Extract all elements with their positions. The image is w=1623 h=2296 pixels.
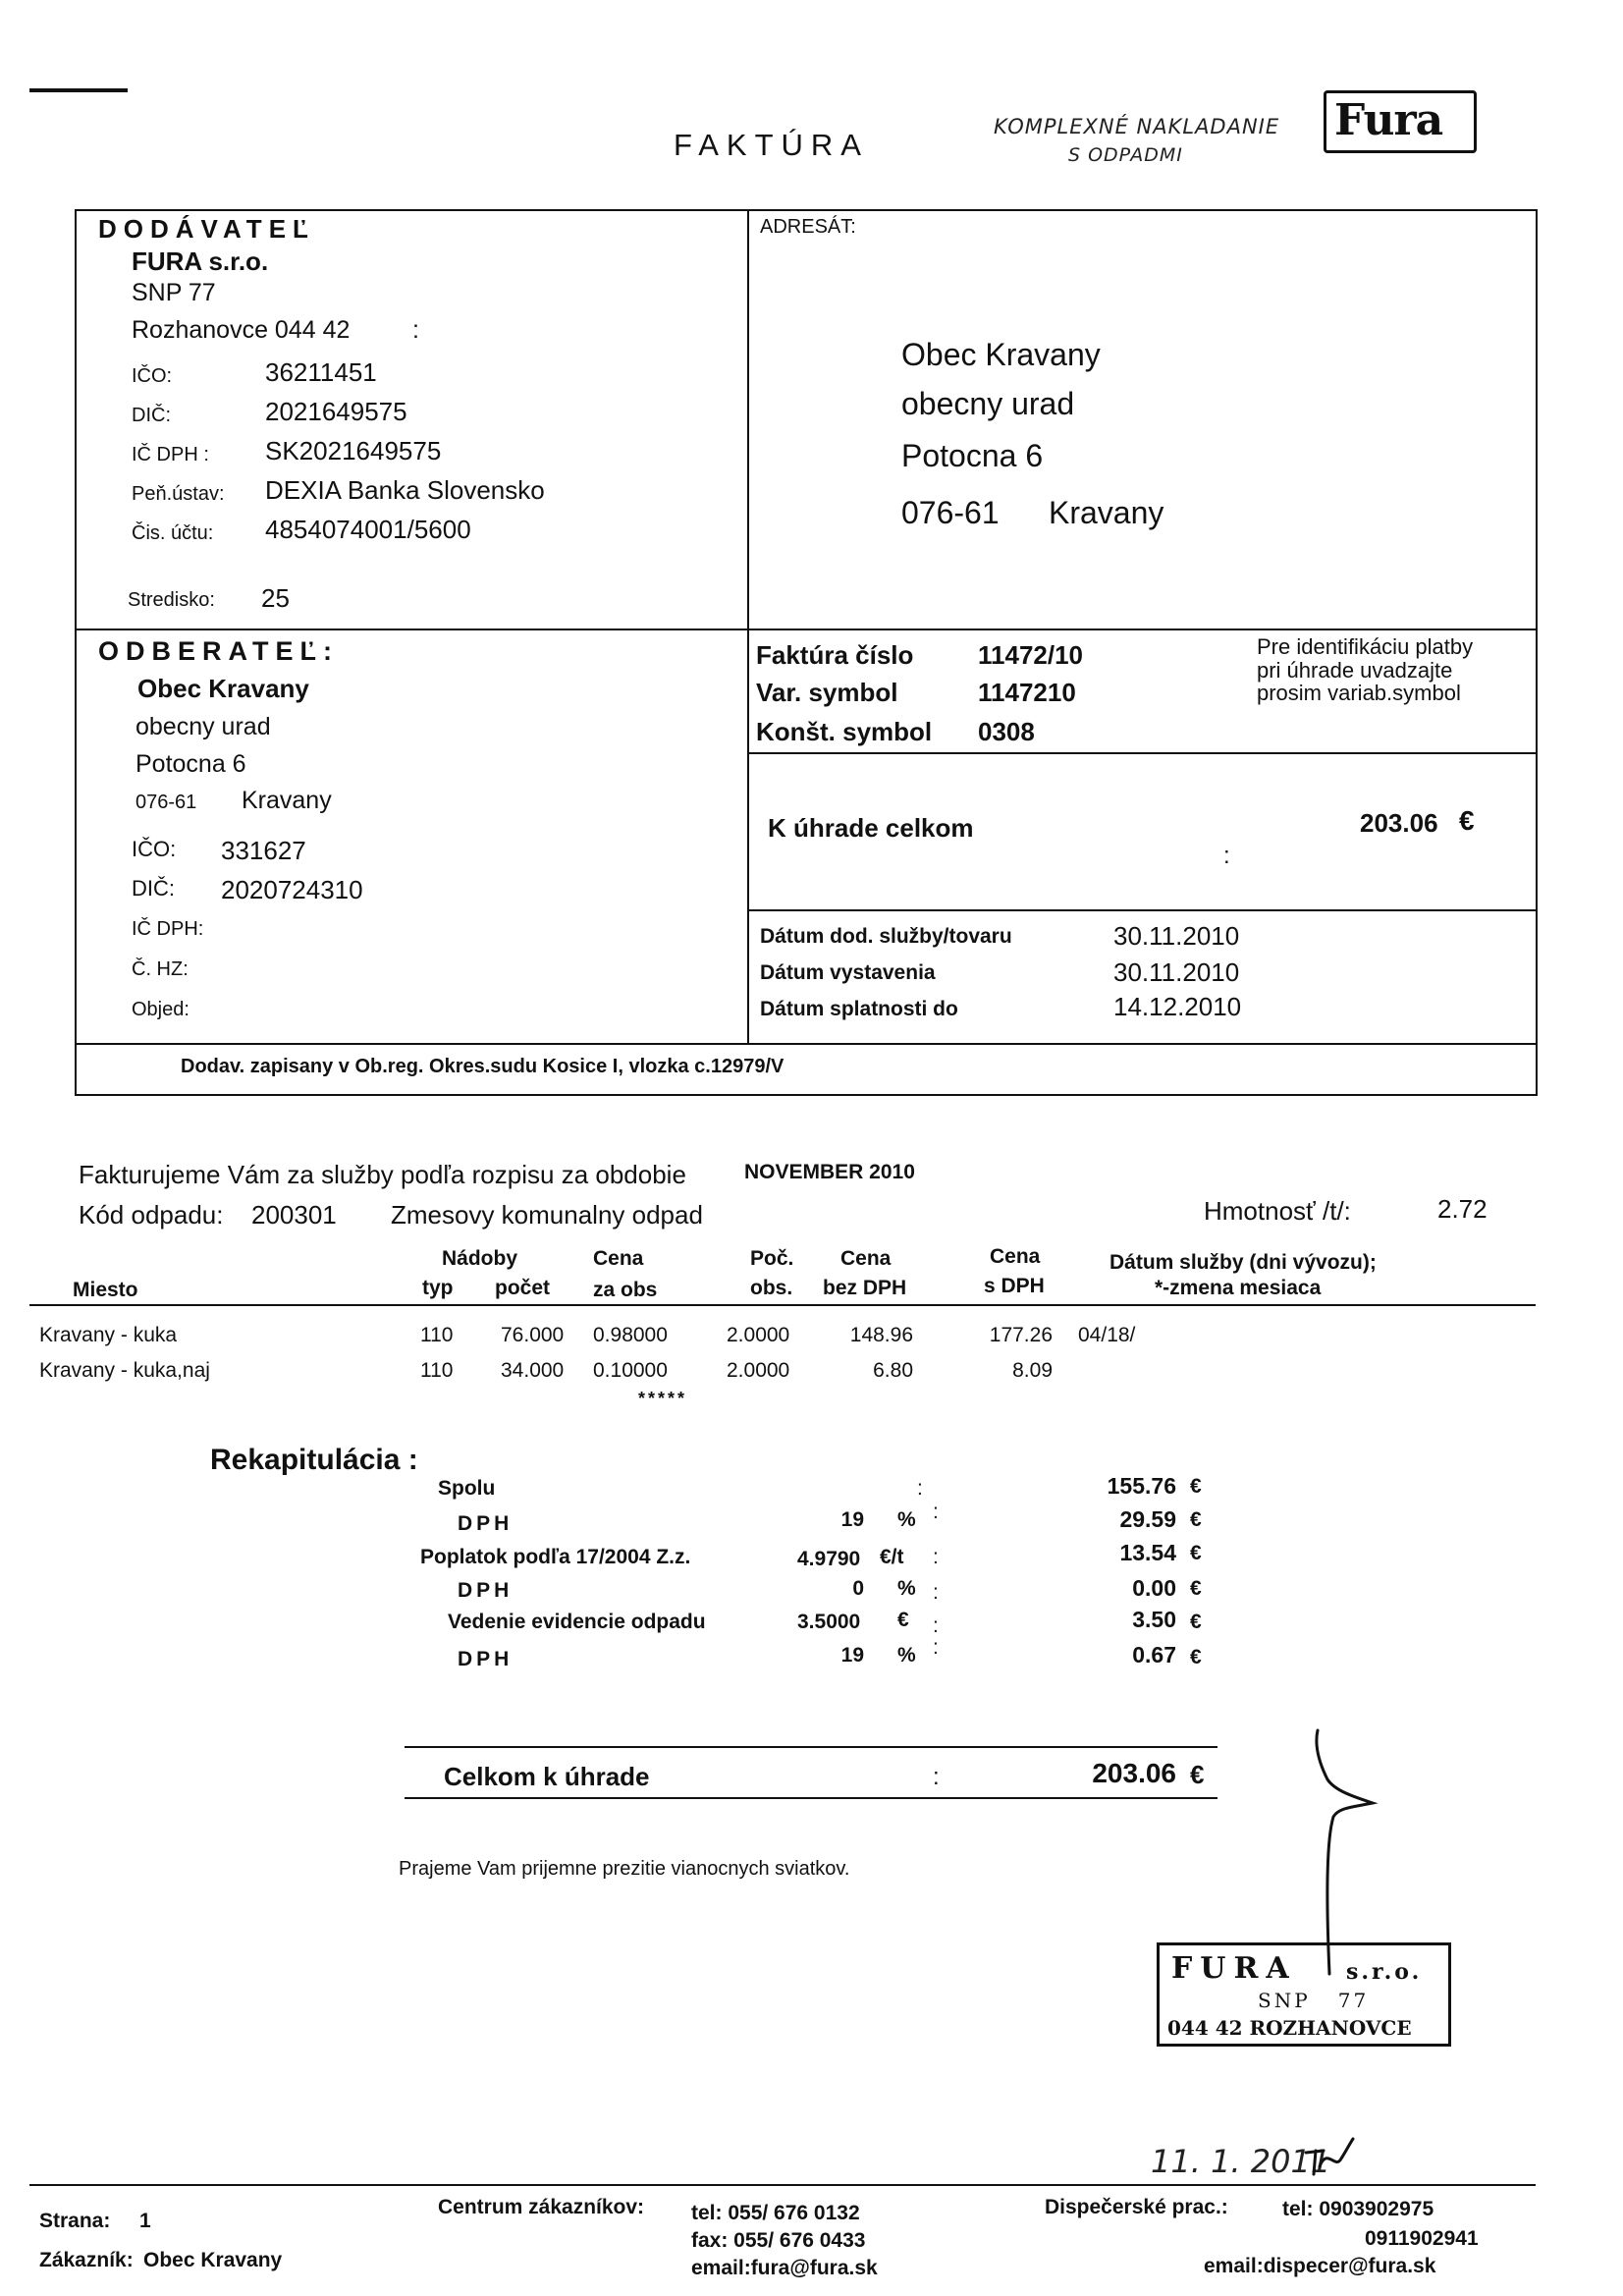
row-place: Kravany - kuka,naj bbox=[39, 1359, 210, 1382]
recap-colon: : bbox=[933, 1546, 939, 1568]
supplier-city: Rozhanovce 044 42 bbox=[132, 316, 351, 344]
supplier-dic-label: DIČ: bbox=[132, 405, 171, 426]
date-issue-label: Dátum vystavenia bbox=[760, 961, 936, 984]
recap-dph2: 0.00 bbox=[1132, 1575, 1176, 1601]
customer-city: Kravany bbox=[242, 787, 332, 814]
customer-icdph-label: IČ DPH: bbox=[132, 918, 204, 940]
customer-order-label: Objed: bbox=[132, 999, 189, 1020]
table-end-stars: ***** bbox=[638, 1389, 688, 1408]
recap-evid-unit: € bbox=[897, 1609, 909, 1631]
vertical-divider bbox=[747, 209, 749, 1044]
row-place: Kravany - kuka bbox=[39, 1324, 178, 1346]
total-bottom-rule bbox=[405, 1797, 1217, 1799]
recap-colon: : bbox=[933, 1636, 939, 1659]
customer-line2: obecny urad bbox=[135, 713, 271, 740]
invoice-number: 11472/10 bbox=[978, 640, 1084, 670]
row-count: 34.000 bbox=[501, 1359, 565, 1382]
customer-dic: 2020724310 bbox=[221, 875, 363, 904]
col-net-1: Cena bbox=[840, 1247, 892, 1270]
col-count: počet bbox=[495, 1277, 551, 1299]
date-due: 14.12.2010 bbox=[1113, 992, 1242, 1021]
waste-code: 200301 bbox=[251, 1200, 337, 1230]
row-net: 6.80 bbox=[873, 1359, 913, 1382]
registry-note: Dodav. zapisany v Ob.reg. Okres.sudu Kosice I, vlozka c.12979/V bbox=[181, 1056, 784, 1077]
footer-page-label: Strana: bbox=[39, 2210, 111, 2232]
row-date: 04/18/ bbox=[1078, 1324, 1136, 1346]
recap-dph3-label: DPH bbox=[458, 1648, 514, 1670]
supplier-icdph-label: IČ DPH : bbox=[132, 444, 209, 465]
customer-ico: 331627 bbox=[221, 836, 306, 865]
recap-euro: € bbox=[1190, 1577, 1202, 1600]
footer-customer-label: Zákazník: bbox=[39, 2249, 134, 2271]
date-service: 30.11.2010 bbox=[1113, 921, 1240, 951]
col-place: Miesto bbox=[73, 1279, 138, 1301]
supplier-center: 25 bbox=[261, 583, 290, 613]
addressee-divider bbox=[748, 629, 1538, 630]
row-count: 76.000 bbox=[501, 1324, 565, 1346]
customer-heading: ODBERATEĽ: bbox=[98, 636, 339, 666]
invoice-number-label: Faktúra číslo bbox=[756, 640, 914, 670]
amount-due-currency: € bbox=[1459, 805, 1475, 836]
recap-colon: : bbox=[917, 1477, 923, 1500]
supplier-name: FURA s.r.o. bbox=[132, 246, 269, 276]
payment-note-line2: pri úhrade uvadzajte bbox=[1257, 658, 1453, 683]
col-type: typ bbox=[422, 1277, 454, 1299]
addressee-zip: 076-61 bbox=[901, 495, 1000, 530]
row-obs: 2.0000 bbox=[727, 1359, 790, 1382]
customer-dic-label: DIČ: bbox=[132, 876, 175, 901]
table-header-rule bbox=[29, 1304, 1536, 1306]
col-date-1: Dátum služby (dni vývozu); bbox=[1109, 1251, 1377, 1274]
recap-percent: % bbox=[897, 1577, 916, 1600]
addressee-city: Kravany bbox=[1049, 495, 1164, 530]
waste-code-label: Kód odpadu: bbox=[79, 1200, 224, 1230]
registry-divider bbox=[75, 1043, 1538, 1045]
stamp-line3: 044 42 ROZHANOVCE bbox=[1167, 2016, 1412, 2040]
recap-dph3: 0.67 bbox=[1132, 1642, 1176, 1667]
amount-due: 203.06 bbox=[1360, 808, 1438, 838]
payment-note-line3: prosim variab.symbol bbox=[1257, 681, 1461, 705]
billing-period: NOVEMBER 2010 bbox=[744, 1161, 915, 1183]
col-price-2: za obs bbox=[593, 1279, 658, 1301]
date-issue: 30.11.2010 bbox=[1113, 957, 1240, 987]
recap-evid-rate: 3.5000 bbox=[797, 1611, 861, 1633]
recap-euro: € bbox=[1190, 1542, 1202, 1564]
footer-tel: tel: 055/ 676 0132 bbox=[691, 2202, 860, 2224]
total-amount: 203.06 bbox=[1092, 1758, 1176, 1788]
var-symbol-label: Var. symbol bbox=[756, 678, 898, 707]
footer-fax: fax: 055/ 676 0433 bbox=[691, 2229, 866, 2252]
row-obs: 2.0000 bbox=[727, 1324, 790, 1346]
supplier-icdph: SK2021649575 bbox=[265, 436, 442, 465]
supplier-city-mark: : bbox=[412, 316, 419, 344]
total-colon: : bbox=[933, 1764, 940, 1790]
supplier-ico-label: IČO: bbox=[132, 365, 173, 387]
addressee-line1: Obec Kravany bbox=[901, 337, 1101, 372]
weight-value: 2.72 bbox=[1437, 1194, 1488, 1224]
row-type: 110 bbox=[420, 1359, 454, 1382]
supplier-account-label: Čis. účtu: bbox=[132, 522, 214, 544]
supplier-street: SNP 77 bbox=[132, 279, 216, 306]
footer-center-label: Centrum zákazníkov: bbox=[438, 2196, 645, 2218]
footer-email: email:fura@fura.sk bbox=[691, 2257, 878, 2279]
recap-euro: € bbox=[1190, 1508, 1202, 1531]
row-gross: 177.26 bbox=[989, 1324, 1053, 1346]
row-price: 0.10000 bbox=[593, 1359, 668, 1382]
recap-euro: € bbox=[1190, 1475, 1202, 1498]
scan-mark bbox=[29, 88, 128, 92]
recap-fee-unit: €/t bbox=[880, 1546, 904, 1568]
stamp-line2: SNP 77 bbox=[1258, 1989, 1370, 2012]
supplier-divider bbox=[75, 629, 748, 630]
company-stamp bbox=[1157, 1942, 1451, 2047]
footer-dispatch-tel2: 0911902941 bbox=[1365, 2227, 1479, 2250]
supplier-center-label: Stredisko: bbox=[128, 589, 215, 611]
footer-customer: Obec Kravany bbox=[143, 2249, 283, 2271]
stamp-line1: FURA bbox=[1171, 1951, 1297, 1986]
waste-code-desc: Zmesovy komunalny odpad bbox=[391, 1200, 703, 1230]
initials-icon bbox=[1302, 2137, 1361, 2176]
col-gross-2: s DPH bbox=[984, 1275, 1045, 1297]
col-date-2: *-zmena mesiaca bbox=[1155, 1277, 1322, 1299]
footer-rule bbox=[29, 2184, 1536, 2186]
col-obs-1: Poč. bbox=[750, 1247, 794, 1270]
customer-hz-label: Č. HZ: bbox=[132, 958, 189, 980]
customer-zip: 076-61 bbox=[135, 792, 197, 813]
handwritten-date: 11. 1. 2011 bbox=[1151, 2143, 1331, 2180]
supplier-ico: 36211451 bbox=[265, 357, 377, 387]
customer-line3: Potocna 6 bbox=[135, 750, 246, 778]
const-symbol-label: Konšt. symbol bbox=[756, 717, 933, 746]
footer-dispatch-label: Dispečerské prac.: bbox=[1045, 2196, 1228, 2218]
recap-euro: € bbox=[1190, 1646, 1202, 1668]
invoice-title: FAKTÚRA bbox=[674, 128, 869, 162]
date-service-label: Dátum dod. služby/tovaru bbox=[760, 925, 1012, 948]
recap-evid: 3.50 bbox=[1132, 1607, 1176, 1632]
supplier-bank: DEXIA Banka Slovensko bbox=[265, 475, 545, 505]
recap-dph3-rate: 19 bbox=[840, 1644, 864, 1667]
supplier-heading: DODÁVATEĽ bbox=[98, 214, 315, 244]
supplier-bank-label: Peň.ústav: bbox=[132, 483, 225, 505]
col-gross-1: Cena bbox=[990, 1245, 1041, 1268]
total-label: Celkom k úhrade bbox=[444, 1762, 650, 1791]
total-top-rule bbox=[405, 1746, 1217, 1748]
stamp-line1b: s.r.o. bbox=[1346, 1959, 1423, 1985]
addressee-line2: obecny urad bbox=[901, 386, 1075, 421]
recap-fee-label: Poplatok podľa 17/2004 Z.z. bbox=[420, 1546, 691, 1568]
col-obs-2: obs. bbox=[750, 1277, 793, 1299]
col-containers: Nádoby bbox=[442, 1247, 518, 1270]
col-price-1: Cena bbox=[593, 1247, 644, 1270]
recap-colon: : bbox=[933, 1581, 939, 1604]
footer-page: 1 bbox=[139, 2210, 151, 2232]
tagline-line1: KOMPLEXNÉ NAKLADANIE bbox=[994, 115, 1280, 138]
dates-divider bbox=[748, 909, 1538, 911]
amount-due-label: K úhrade celkom bbox=[768, 813, 974, 843]
recap-percent: % bbox=[897, 1644, 916, 1667]
amount-due-colon: : bbox=[1223, 843, 1230, 869]
recap-dph2-label: DPH bbox=[458, 1579, 514, 1602]
greeting: Prajeme Vam prijemne prezitie vianocnych sviatkov. bbox=[399, 1858, 850, 1880]
recap-fee: 13.54 bbox=[1119, 1540, 1176, 1565]
symbols-divider bbox=[748, 752, 1538, 754]
recap-evid-label: Vedenie evidencie odpadu bbox=[448, 1611, 706, 1633]
payment-note-line1: Pre identifikáciu platby bbox=[1257, 634, 1474, 659]
logo-text: Fura bbox=[1334, 95, 1443, 145]
recap-fee-rate: 4.9790 bbox=[797, 1548, 861, 1570]
billing-intro: Fakturujeme Vám za služby podľa rozpisu za obdobie bbox=[79, 1160, 686, 1189]
row-gross: 8.09 bbox=[1012, 1359, 1053, 1382]
footer-dispatch-tel1: tel: 0903902975 bbox=[1282, 2198, 1434, 2220]
recap-spolu-label: Spolu bbox=[438, 1477, 496, 1500]
addressee-heading: ADRESÁT: bbox=[760, 216, 856, 238]
recap-colon: : bbox=[933, 1614, 939, 1637]
recap-percent: % bbox=[897, 1508, 916, 1531]
footer-dispatch-email: email:dispecer@fura.sk bbox=[1204, 2255, 1436, 2277]
recap-dph1: 29.59 bbox=[1119, 1506, 1176, 1532]
date-due-label: Dátum splatnosti do bbox=[760, 998, 958, 1020]
col-net-2: bez DPH bbox=[823, 1277, 907, 1299]
recap-dph2-rate: 0 bbox=[852, 1577, 864, 1600]
row-type: 110 bbox=[420, 1324, 454, 1346]
supplier-account: 4854074001/5600 bbox=[265, 515, 471, 544]
tagline-line2: S ODPADMI bbox=[1068, 144, 1183, 166]
recap-spolu: 155.76 bbox=[1107, 1473, 1176, 1499]
recap-title: Rekapitulácia : bbox=[210, 1444, 418, 1476]
row-net: 148.96 bbox=[849, 1324, 913, 1346]
const-symbol: 0308 bbox=[978, 717, 1035, 746]
row-price: 0.98000 bbox=[593, 1324, 668, 1346]
company-logo bbox=[1324, 90, 1477, 153]
addressee-line3: Potocna 6 bbox=[901, 438, 1044, 473]
customer-name: Obec Kravany bbox=[137, 674, 309, 703]
weight-label: Hmotnosť /t/: bbox=[1204, 1196, 1351, 1226]
supplier-dic: 2021649575 bbox=[265, 397, 407, 426]
recap-dph1-rate: 19 bbox=[840, 1508, 864, 1531]
total-currency: € bbox=[1190, 1760, 1205, 1789]
customer-ico-label: IČO: bbox=[132, 837, 177, 861]
recap-dph1-label: DPH bbox=[458, 1512, 514, 1535]
var-symbol: 1147210 bbox=[978, 678, 1076, 707]
recap-euro: € bbox=[1190, 1611, 1202, 1633]
recap-colon: : bbox=[933, 1501, 939, 1523]
